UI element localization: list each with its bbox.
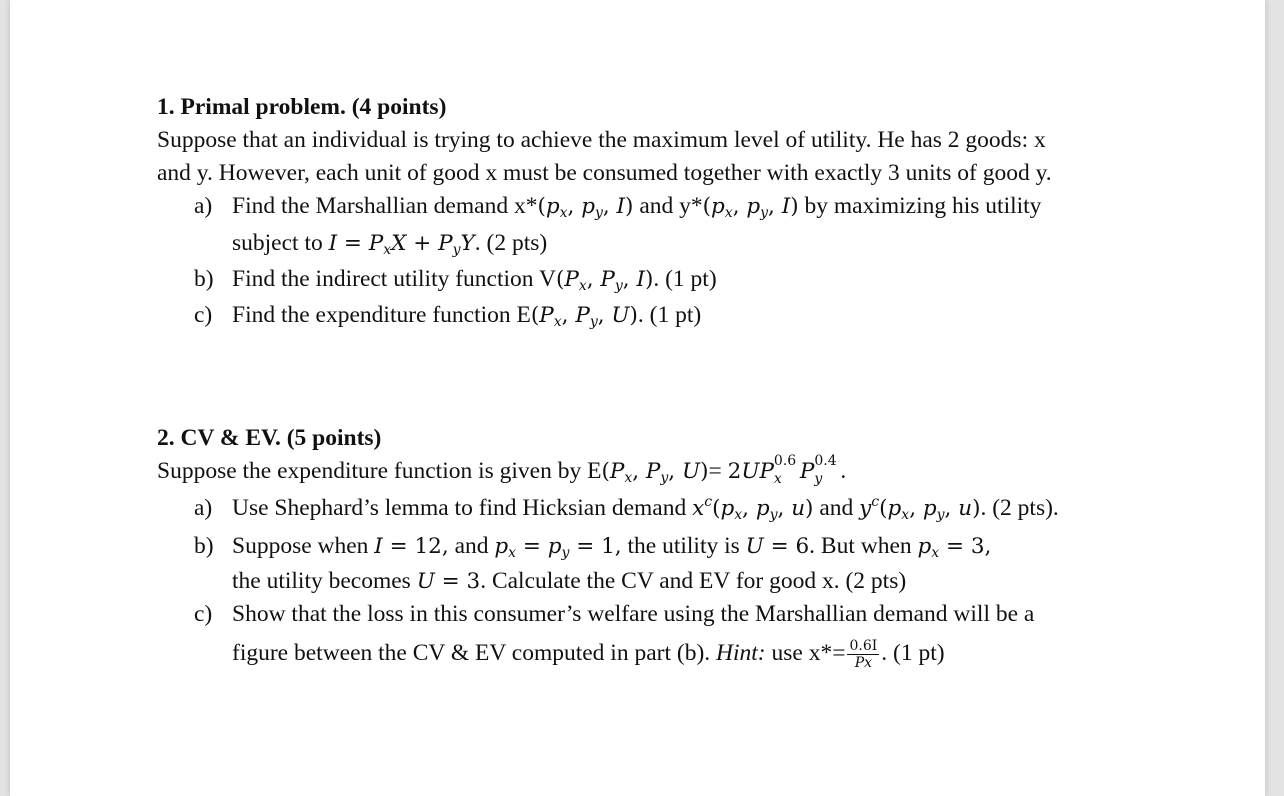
q2-part-b-line1: b) Suppose when I = 12, and $p_x = p_y = 1$, the utility is U = 6. But when $p_x = 3$, xyxy=(194,533,992,561)
fraction xyxy=(847,639,879,671)
expenditure-function: 2UP 0.6 x P 0.4 y xyxy=(727,453,837,487)
q1-heading: 1. Primal problem. (4 points) xyxy=(157,94,447,120)
q1-intro-line2: and y. However, each unit of good x must be consumed together with exactly 3 units of good y. xyxy=(157,160,1052,186)
budget-constraint: $I = P_xX + P_yY$ xyxy=(328,231,475,258)
q2-part-c-line1: c) Show that the loss in this consumer’s welfare using the Marshallian demand will be a xyxy=(194,601,1035,627)
q2-part-c-line2: figure between the CV & EV computed in part (b). Hint: use x*= $\frac{0.6I}{Px}$ . (1 pt) xyxy=(232,637,945,671)
q1-intro-line1: Suppose that an individual is trying to achieve the maximum level of utility. He has 2 goods: x xyxy=(157,127,1046,153)
q1-part-b: b) Find the indirect utility function $V(P_x$, $P_y$, I). (1 pt) xyxy=(194,266,717,294)
q1-b-label: b) xyxy=(194,266,214,292)
math-args: ($p_x$, $p_y$, I) xyxy=(702,194,799,221)
hint-label: Hint: xyxy=(716,640,766,666)
q2-heading: 2. CV & EV. (5 points) xyxy=(157,425,382,451)
q1-a-label: a) xyxy=(194,193,213,219)
fraction-numerator: 0.6I xyxy=(849,637,878,654)
q1-part-a-line2: subject to $I = P_xX + P_yY$. (2 pts) xyxy=(232,230,548,258)
q2-c-label: c) xyxy=(194,601,213,627)
document-page xyxy=(10,0,1265,796)
q2-b-label: b) xyxy=(194,533,214,559)
q2-part-a: a) Use Shephard’s lemma to find Hicksian demand $x^c(p_x$, $p_y$, u) and $y^c(p_x$, $p_y$, u). (2 pts). xyxy=(194,494,1059,523)
q1-part-c: c) Find the expenditure function $E(P_x$, $P_y$, U). (1 pt) xyxy=(194,302,702,330)
fraction-denominator: Px xyxy=(854,654,873,671)
q2-part-b-line2: the utility becomes U = 3. Calculate the CV and EV for good x. (2 pts) xyxy=(232,568,907,594)
q1-part-a-line1: a) Find the Marshallian demand $x*(p_x$, $p_y$, I) and $y*(p_x$, $p_y$, I) by maximizing his utility xyxy=(194,193,1042,221)
q2-intro: Suppose the expenditure function is given by $E(P_x$, $P_y$, U)= 2UP 0.6 x P 0.4 y . xyxy=(157,453,847,487)
q2-a-label: a) xyxy=(194,495,213,521)
math-args: ($p_x$, $p_y$, I) xyxy=(537,194,634,221)
q1-c-label: c) xyxy=(194,302,213,328)
